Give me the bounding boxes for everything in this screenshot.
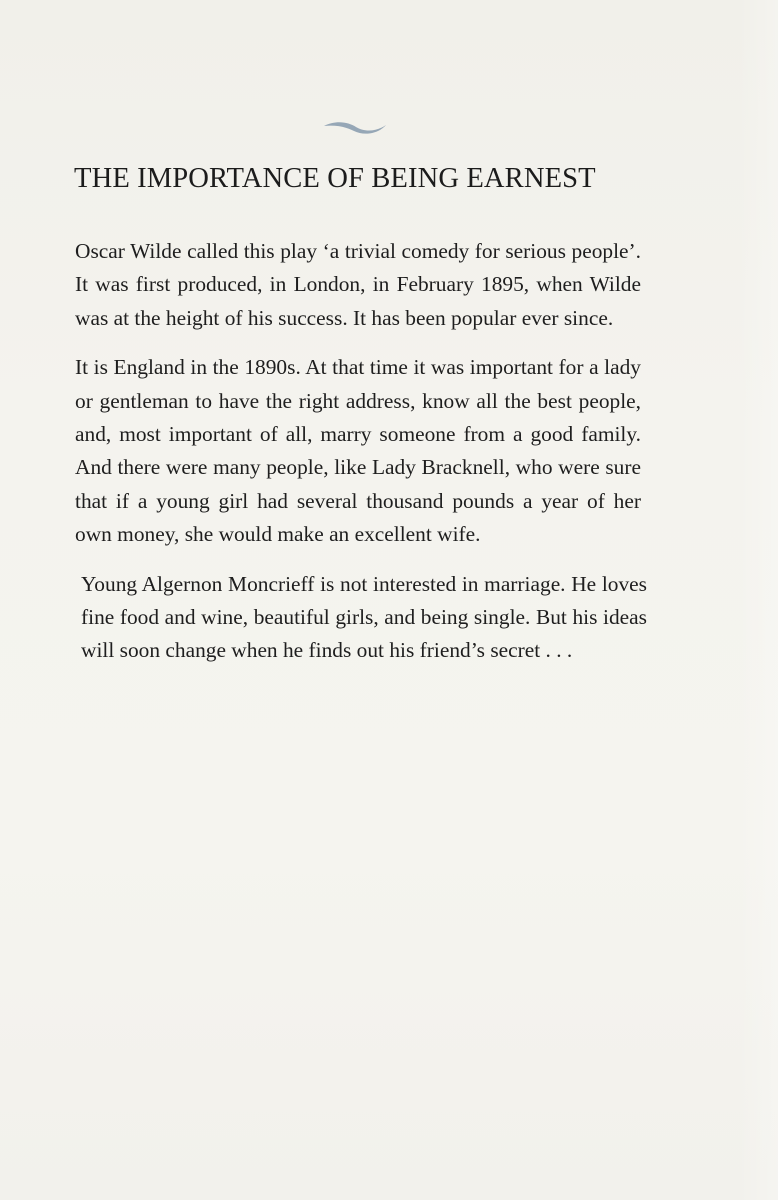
page-title: THE IMPORTANCE OF BEING EARNEST (74, 163, 596, 194)
paragraph-setting: It is England in the 1890s. At that time it was important for a lady or gentleman to have the right address, know all the best people, and, most important of all, marry someone from a good family. And there were many people, like Lady Bracknell, who were sure that if a young girl had several thousand pounds a year of her own money, she would make an excellent wife. (75, 355, 641, 547)
blurb-text (75, 235, 647, 684)
paragraph-algernon: Young Algernon Moncrieff is not interested in marriage. He loves fine food and wine, beautiful girls, and being single. But his ideas will soon change when he finds out his friend’s secret . . . (81, 571, 647, 663)
paragraph-intro: Oscar Wilde called this play ‘a trivial comedy for serious people’. It was first produced, in London, in February 1895, when Wilde was at the height of his success. It has been popular ever since. (75, 239, 641, 330)
decorative-swash-icon (322, 118, 388, 138)
page-edge-shade (738, 0, 778, 1200)
